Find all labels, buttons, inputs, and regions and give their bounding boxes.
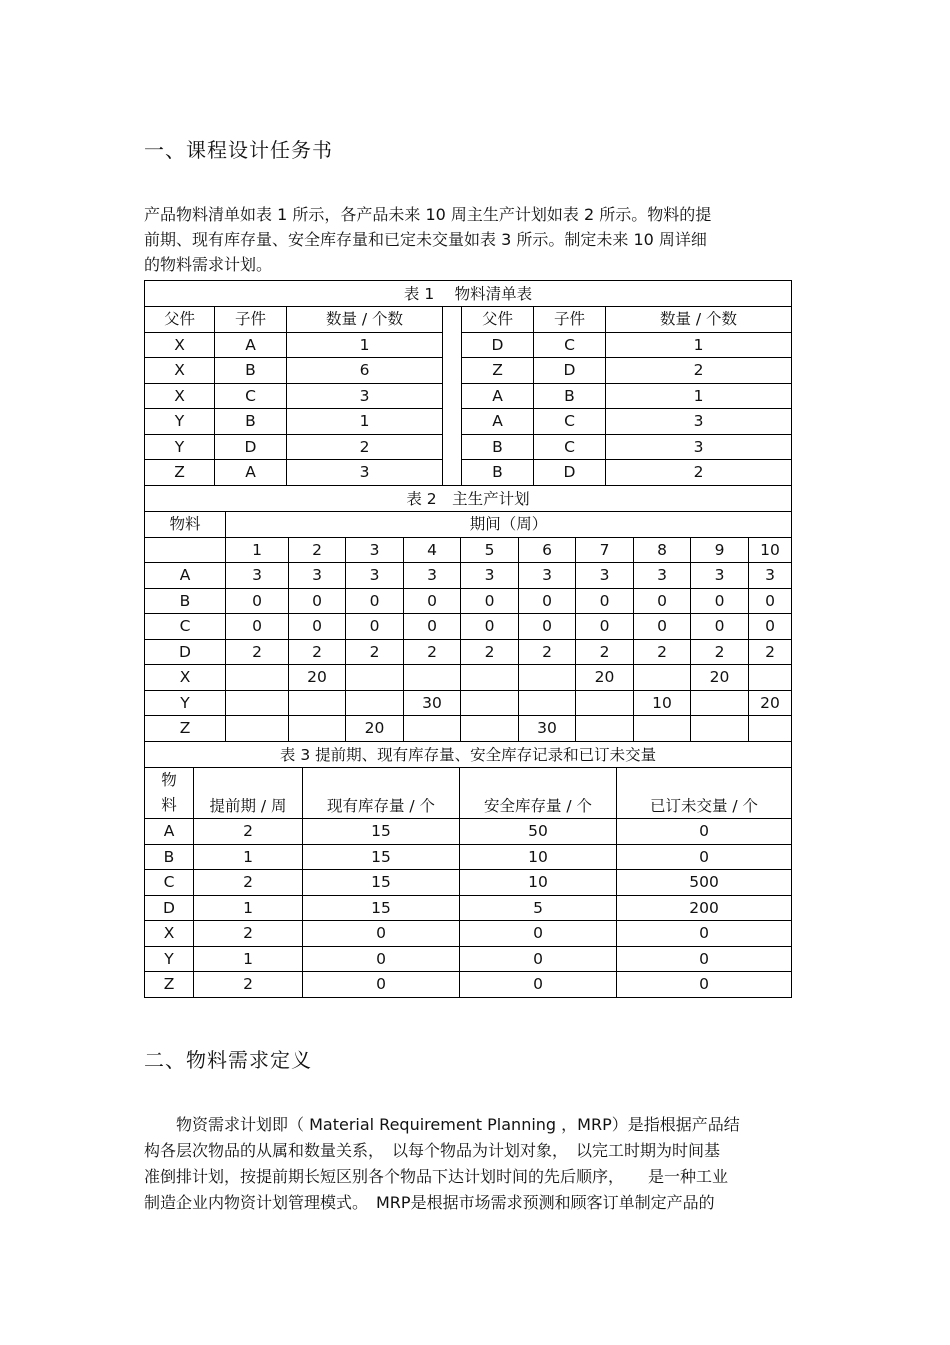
intro-paragraph bbox=[144, 202, 804, 277]
table2-cell: 3 bbox=[226, 563, 289, 589]
table2-cell: 10 bbox=[634, 690, 691, 716]
table2-cell bbox=[519, 665, 576, 691]
table2-cell: 20 bbox=[691, 665, 749, 691]
table2-cell bbox=[749, 665, 792, 691]
body-line: 构各层次物品的从属和数量关系， 以每个物品为计划对象， 以完工时期为时间基 bbox=[144, 1141, 721, 1160]
table3-cell: C bbox=[145, 870, 194, 896]
table3-cell: 0 bbox=[460, 972, 617, 998]
table1-cell: A bbox=[462, 383, 534, 409]
table1-cell: B bbox=[534, 383, 606, 409]
body-line: 物资需求计划即（ Material Requirement Planning ，MRP）是指根据产品结 bbox=[144, 1115, 740, 1134]
table1-cell: A bbox=[215, 460, 287, 486]
table1-cell: Y bbox=[145, 409, 215, 435]
body-line: 制造企业内物资计划管理模式。 MRP是根据市场需求预测和顾客订单制定产品的 bbox=[144, 1193, 715, 1212]
table2-cell: 3 bbox=[691, 563, 749, 589]
table2-cell bbox=[289, 716, 346, 742]
intro-line: 的物料需求计划。 bbox=[144, 255, 273, 274]
table1-cell: 1 bbox=[287, 332, 443, 358]
table1-header: 数量 / 个数 bbox=[287, 307, 443, 333]
mrp-definition-paragraph bbox=[144, 1112, 804, 1216]
table2-cell bbox=[634, 716, 691, 742]
table2-cell bbox=[519, 690, 576, 716]
table2-week: 3 bbox=[346, 537, 404, 563]
table2-item: C bbox=[145, 614, 226, 640]
table3-cell: X bbox=[145, 921, 194, 947]
table2-cell: 0 bbox=[576, 614, 634, 640]
table-row bbox=[145, 665, 792, 691]
table2-cell: 2 bbox=[634, 639, 691, 665]
table3-cell: 0 bbox=[460, 921, 617, 947]
table3-header: 提前期 / 周 bbox=[194, 768, 303, 819]
table2-cell: 30 bbox=[519, 716, 576, 742]
table2-week: 9 bbox=[691, 537, 749, 563]
table2-cell: 3 bbox=[749, 563, 792, 589]
table3-cell: 15 bbox=[303, 895, 460, 921]
table2-week: 8 bbox=[634, 537, 691, 563]
table1-cell: A bbox=[215, 332, 287, 358]
table3-header: 现有库存量 / 个 bbox=[303, 768, 460, 819]
table2-cell bbox=[226, 690, 289, 716]
table2-cell: 2 bbox=[289, 639, 346, 665]
table-row bbox=[145, 716, 792, 742]
table2-item: D bbox=[145, 639, 226, 665]
table1-cell: X bbox=[145, 383, 215, 409]
table1-cell: C bbox=[215, 383, 287, 409]
table1-cell: Z bbox=[462, 358, 534, 384]
table1-cell: D bbox=[534, 460, 606, 486]
table3-cell: 1 bbox=[194, 844, 303, 870]
table2-cell bbox=[289, 690, 346, 716]
table2-cell: 0 bbox=[749, 614, 792, 640]
table3-caption: 表 3 提前期、现有库存量、安全库存记录和已订未交量 bbox=[145, 742, 792, 768]
body-line: 准倒排计划，按提前期长短区别各个物品下达计划时间的先后顺序， 是一种工业 bbox=[144, 1167, 729, 1186]
table1-cell: B bbox=[215, 409, 287, 435]
table1-cell: C bbox=[534, 409, 606, 435]
table-row bbox=[145, 332, 792, 358]
table2-cell: 0 bbox=[519, 614, 576, 640]
table-row bbox=[145, 358, 792, 384]
table2-cell: 0 bbox=[749, 588, 792, 614]
table2-cell: 0 bbox=[519, 588, 576, 614]
table1-header: 子件 bbox=[215, 307, 287, 333]
table1-cell: A bbox=[462, 409, 534, 435]
table2-item: X bbox=[145, 665, 226, 691]
table3-cell: A bbox=[145, 819, 194, 845]
table-row bbox=[145, 383, 792, 409]
table1-gap bbox=[443, 460, 462, 486]
table1-cell: D bbox=[534, 358, 606, 384]
table3-cell: 1 bbox=[194, 895, 303, 921]
table3-cell: 0 bbox=[617, 972, 792, 998]
table-row bbox=[145, 819, 792, 845]
table1-cell: Z bbox=[145, 460, 215, 486]
table2-cell: 0 bbox=[226, 614, 289, 640]
table1-cell: X bbox=[145, 358, 215, 384]
table3-cell: 1 bbox=[194, 946, 303, 972]
table3-cell: 0 bbox=[617, 921, 792, 947]
table3-cell: 15 bbox=[303, 870, 460, 896]
table2-cell: 30 bbox=[404, 690, 461, 716]
table3-cell: 500 bbox=[617, 870, 792, 896]
table2-cell: 0 bbox=[346, 588, 404, 614]
table2-mps bbox=[144, 485, 792, 742]
table2-cell: 2 bbox=[519, 639, 576, 665]
table3-material-header-top: 物 bbox=[161, 771, 177, 789]
table1-header: 子件 bbox=[534, 307, 606, 333]
table2-caption: 表 2 主生产计划 bbox=[145, 486, 792, 512]
table1-cell: 2 bbox=[606, 358, 792, 384]
table3-cell: 0 bbox=[303, 972, 460, 998]
table3-cell: 0 bbox=[303, 921, 460, 947]
table2-cell: 2 bbox=[461, 639, 519, 665]
table1-cell: B bbox=[462, 460, 534, 486]
table2-cell: 2 bbox=[226, 639, 289, 665]
table2-cell: 0 bbox=[289, 614, 346, 640]
table1-gap bbox=[443, 307, 462, 333]
table2-cell: 0 bbox=[404, 588, 461, 614]
table2-item: B bbox=[145, 588, 226, 614]
table2-cell: 2 bbox=[576, 639, 634, 665]
table2-cell: 20 bbox=[289, 665, 346, 691]
table1-cell: D bbox=[462, 332, 534, 358]
table2-cell: 3 bbox=[289, 563, 346, 589]
table-row bbox=[145, 563, 792, 589]
table3-cell: B bbox=[145, 844, 194, 870]
table2-cell: 3 bbox=[404, 563, 461, 589]
table2-cell: 2 bbox=[346, 639, 404, 665]
table-row bbox=[145, 972, 792, 998]
table-row bbox=[145, 434, 792, 460]
table2-cell: 0 bbox=[576, 588, 634, 614]
table1-gap bbox=[443, 383, 462, 409]
table2-cell bbox=[576, 716, 634, 742]
table1-gap bbox=[443, 434, 462, 460]
table2-cell bbox=[346, 665, 404, 691]
table1-gap bbox=[443, 358, 462, 384]
table3-cell: 200 bbox=[617, 895, 792, 921]
table3-cell: D bbox=[145, 895, 194, 921]
table1-cell: 1 bbox=[287, 409, 443, 435]
table2-cell bbox=[461, 716, 519, 742]
section1-heading: 一、课程设计任务书 bbox=[144, 138, 333, 162]
table1-header: 数量 / 个数 bbox=[606, 307, 792, 333]
table2-cell bbox=[404, 716, 461, 742]
table1-header: 父件 bbox=[145, 307, 215, 333]
table3-header: 安全库存量 / 个 bbox=[460, 768, 617, 819]
table2-cell: 2 bbox=[691, 639, 749, 665]
table1-cell: 1 bbox=[606, 383, 792, 409]
table1-gap bbox=[443, 409, 462, 435]
table3-cell: 2 bbox=[194, 819, 303, 845]
table2-material-header: 物料 bbox=[145, 512, 226, 538]
table2-cell: 0 bbox=[289, 588, 346, 614]
table1-cell: 2 bbox=[287, 434, 443, 460]
table3-cell: 2 bbox=[194, 921, 303, 947]
table2-cell: 0 bbox=[691, 588, 749, 614]
table1-cell: B bbox=[462, 434, 534, 460]
table-row bbox=[145, 844, 792, 870]
table3-cell: 2 bbox=[194, 870, 303, 896]
table2-cell: 0 bbox=[634, 614, 691, 640]
table3-cell: 50 bbox=[460, 819, 617, 845]
table2-cell: 3 bbox=[576, 563, 634, 589]
table3-cell: 10 bbox=[460, 844, 617, 870]
table1-cell: C bbox=[534, 332, 606, 358]
table1-caption: 表 1 物料清单表 bbox=[145, 281, 792, 307]
table2-item: Y bbox=[145, 690, 226, 716]
table1-cell: D bbox=[215, 434, 287, 460]
table2-period-header: 期间（周） bbox=[226, 512, 792, 538]
table2-cell: 0 bbox=[461, 588, 519, 614]
table2-cell bbox=[576, 690, 634, 716]
table3-header: 已订未交量 / 个 bbox=[617, 768, 792, 819]
table2-item: Z bbox=[145, 716, 226, 742]
table3-cell: 15 bbox=[303, 819, 460, 845]
table-row bbox=[145, 895, 792, 921]
table3-cell: 0 bbox=[617, 844, 792, 870]
table2-week: 6 bbox=[519, 537, 576, 563]
table1-cell: Y bbox=[145, 434, 215, 460]
table2-week: 2 bbox=[289, 537, 346, 563]
table-row bbox=[145, 588, 792, 614]
table-row bbox=[145, 460, 792, 486]
table2-cell: 3 bbox=[634, 563, 691, 589]
table3-cell: 0 bbox=[460, 946, 617, 972]
table1-cell: 3 bbox=[606, 409, 792, 435]
table-row bbox=[145, 639, 792, 665]
table1-cell: 3 bbox=[606, 434, 792, 460]
table1-cell: 2 bbox=[606, 460, 792, 486]
table2-cell: 20 bbox=[576, 665, 634, 691]
table1-header: 父件 bbox=[462, 307, 534, 333]
table2-cell: 0 bbox=[346, 614, 404, 640]
table2-cell: 0 bbox=[461, 614, 519, 640]
table1-gap bbox=[443, 332, 462, 358]
table2-cell: 20 bbox=[346, 716, 404, 742]
table1-cell: B bbox=[215, 358, 287, 384]
table2-cell: 0 bbox=[691, 614, 749, 640]
table2-cell: 3 bbox=[519, 563, 576, 589]
table1-cell: 3 bbox=[287, 460, 443, 486]
table2-cell bbox=[461, 690, 519, 716]
table2-cell: 0 bbox=[226, 588, 289, 614]
table-row bbox=[145, 409, 792, 435]
table2-cell: 3 bbox=[461, 563, 519, 589]
table2-cell bbox=[691, 716, 749, 742]
table2-week: 10 bbox=[749, 537, 792, 563]
table3-cell: 10 bbox=[460, 870, 617, 896]
table3-material-header-bottom: 料 bbox=[161, 796, 177, 814]
table2-week: 5 bbox=[461, 537, 519, 563]
table1-cell: 3 bbox=[287, 383, 443, 409]
table-row bbox=[145, 614, 792, 640]
table2-cell: 2 bbox=[749, 639, 792, 665]
table2-cell: 0 bbox=[404, 614, 461, 640]
table1-cell: C bbox=[534, 434, 606, 460]
table3-material-header bbox=[145, 768, 194, 819]
table3-cell: 5 bbox=[460, 895, 617, 921]
table1-bom bbox=[144, 280, 792, 486]
table2-cell bbox=[461, 665, 519, 691]
table3-cell: 15 bbox=[303, 844, 460, 870]
table2-cell: 20 bbox=[749, 690, 792, 716]
table-row bbox=[145, 921, 792, 947]
table3-cell: 0 bbox=[303, 946, 460, 972]
table2-item: A bbox=[145, 563, 226, 589]
table2-cell bbox=[226, 716, 289, 742]
table3-cell: Y bbox=[145, 946, 194, 972]
intro-line: 前期、现有库存量、安全库存量和已定未交量如表 3 所示。制定未来 10 周详细 bbox=[144, 230, 707, 249]
intro-line: 产品物料清单如表 1 所示，各产品未来 10 周主生产计划如表 2 所示。物料的提 bbox=[144, 205, 712, 224]
table2-cell: 2 bbox=[404, 639, 461, 665]
table3-cell: 0 bbox=[617, 946, 792, 972]
table2-cell bbox=[691, 690, 749, 716]
table2-cell bbox=[749, 716, 792, 742]
table2-cell bbox=[404, 665, 461, 691]
table2-week: 4 bbox=[404, 537, 461, 563]
table3-inventory bbox=[144, 741, 792, 998]
table2-cell bbox=[634, 665, 691, 691]
table3-cell: Z bbox=[145, 972, 194, 998]
section2-heading: 二、物料需求定义 bbox=[144, 1048, 312, 1072]
table-row bbox=[145, 946, 792, 972]
table2-week: 1 bbox=[226, 537, 289, 563]
table2-cell: 3 bbox=[346, 563, 404, 589]
table1-cell: 6 bbox=[287, 358, 443, 384]
table2-week: 7 bbox=[576, 537, 634, 563]
table1-cell: 1 bbox=[606, 332, 792, 358]
table2-cell bbox=[226, 665, 289, 691]
table3-cell: 0 bbox=[617, 819, 792, 845]
table1-cell: X bbox=[145, 332, 215, 358]
table2-cell bbox=[346, 690, 404, 716]
table2-corner bbox=[145, 537, 226, 563]
table3-cell: 2 bbox=[194, 972, 303, 998]
table-row bbox=[145, 870, 792, 896]
table2-cell: 0 bbox=[634, 588, 691, 614]
table-row bbox=[145, 690, 792, 716]
